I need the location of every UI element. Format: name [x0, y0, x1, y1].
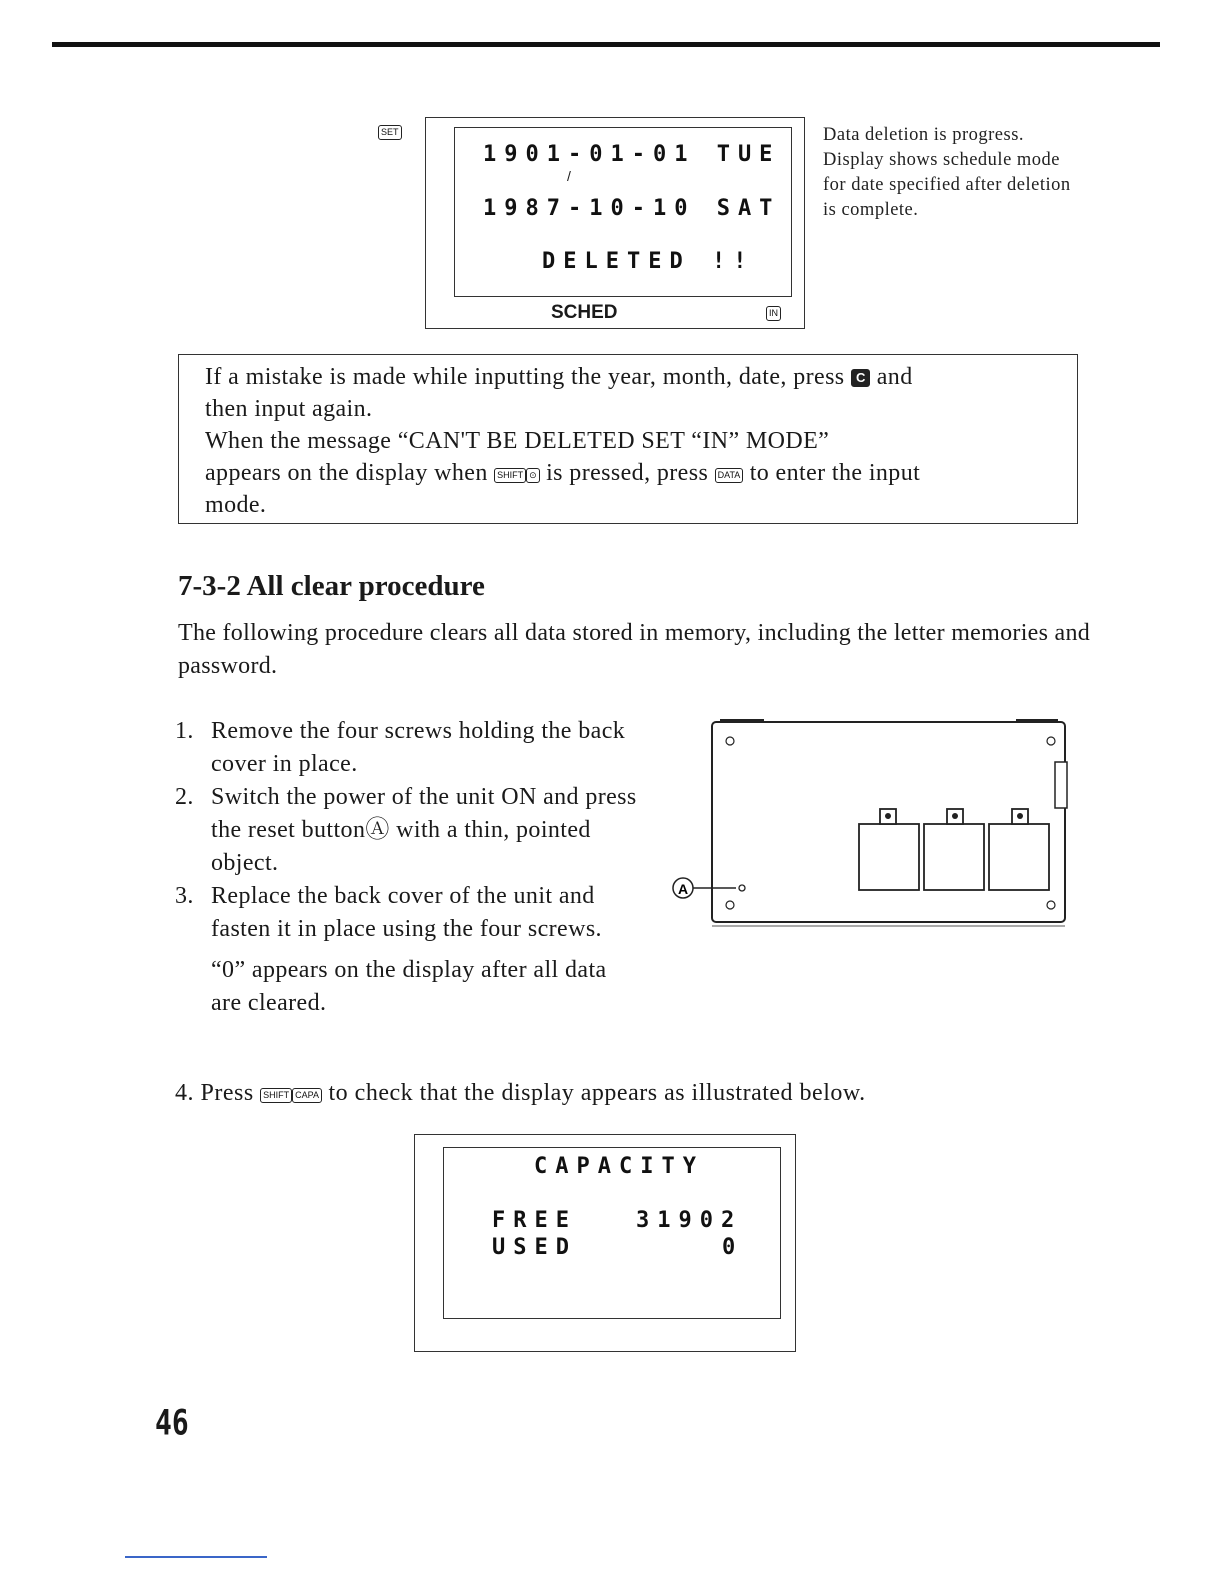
- note-line-1: [205, 361, 913, 393]
- side-note-line-1: Data deletion is progress.: [823, 125, 1025, 145]
- step-4: [175, 1077, 866, 1110]
- step-number: 4.: [175, 1080, 194, 1106]
- battery-compartment: [859, 809, 1049, 890]
- note-line-5: mode.: [205, 492, 267, 518]
- capacity-display: [414, 1134, 796, 1352]
- note-line-4: [205, 457, 920, 489]
- top-rule: [52, 42, 1160, 47]
- note-text: appears on the display when: [205, 460, 488, 486]
- note-line-2: then input again.: [205, 396, 373, 422]
- step-text: to check that the display appears as illustrated below.: [328, 1080, 866, 1106]
- used-value: 0: [722, 1235, 744, 1260]
- step-text: Replace the back cover of the unit and fasten it in place using the four screws.: [211, 883, 602, 942]
- step-3-note: “0” appears on the display after all data are cleared.: [211, 957, 607, 1016]
- note-text: is pressed, press: [546, 460, 709, 486]
- display-line-start-date: 1901-01-01 TUE: [483, 142, 781, 167]
- display-screen: [443, 1147, 781, 1319]
- clear-key-icon: C: [851, 369, 870, 387]
- note-text: If a mistake is made while inputting the year, month, date, press: [205, 364, 845, 390]
- data-key-icon: DATA: [715, 468, 744, 483]
- section-intro: The following procedure clears all data stored in memory, including the letter memories and password.: [178, 620, 1091, 679]
- mode-indicator: SCHED: [551, 302, 618, 323]
- display-separator: /: [567, 168, 571, 184]
- step-number: 3.: [175, 883, 194, 909]
- step-2: [170, 781, 640, 880]
- step-number: 2.: [175, 784, 194, 810]
- section-heading: 7-3-2 All clear procedure: [178, 570, 485, 602]
- step-1: [170, 715, 640, 781]
- note-text: and: [876, 364, 913, 390]
- deleted-display: [425, 117, 805, 329]
- side-note: [823, 123, 1083, 223]
- capacity-title: CAPACITY: [534, 1154, 704, 1179]
- step-text: Switch the power of the unit ON and press the reset buttonⒶ with a thin, pointed object.: [211, 784, 637, 876]
- step-text: Press: [200, 1080, 254, 1106]
- shift-key-icon: SHIFT: [494, 468, 526, 483]
- procedure-steps: [170, 715, 640, 1020]
- side-switch: [1055, 762, 1067, 808]
- display-line-deleted: DELETED !!: [542, 249, 755, 274]
- note-box: [178, 354, 1078, 524]
- capa-key-icon: CAPA: [292, 1088, 322, 1103]
- step-number: 1.: [175, 718, 194, 744]
- note-text: to enter the input: [749, 460, 921, 486]
- shift-key-icon: SHIFT: [260, 1088, 292, 1103]
- side-note-line-2: Display shows schedule mode for date specified after deletion is complete.: [823, 150, 1071, 220]
- free-value: 31902: [636, 1208, 743, 1233]
- display-screen: [454, 127, 792, 297]
- used-label: USED: [492, 1235, 577, 1260]
- note-line-3: When the message “CAN'T BE DELETED SET “IN” MODE”: [205, 428, 830, 454]
- in-indicator-icon: IN: [766, 306, 781, 321]
- clock-key-icon: ⊙: [526, 468, 540, 483]
- back-cover-diagram: [668, 712, 1072, 932]
- set-key-icon: SET: [378, 125, 402, 140]
- reset-label: A: [677, 881, 689, 897]
- page-number: 46: [155, 1401, 189, 1444]
- bottom-rule: [125, 1556, 267, 1558]
- step-text: Remove the four screws holding the back cover in place.: [211, 718, 626, 777]
- reset-button-icon: [739, 885, 745, 891]
- display-line-end-date: 1987-10-10 SAT: [483, 196, 781, 221]
- free-label: FREE: [492, 1208, 577, 1233]
- step-3: [170, 880, 640, 946]
